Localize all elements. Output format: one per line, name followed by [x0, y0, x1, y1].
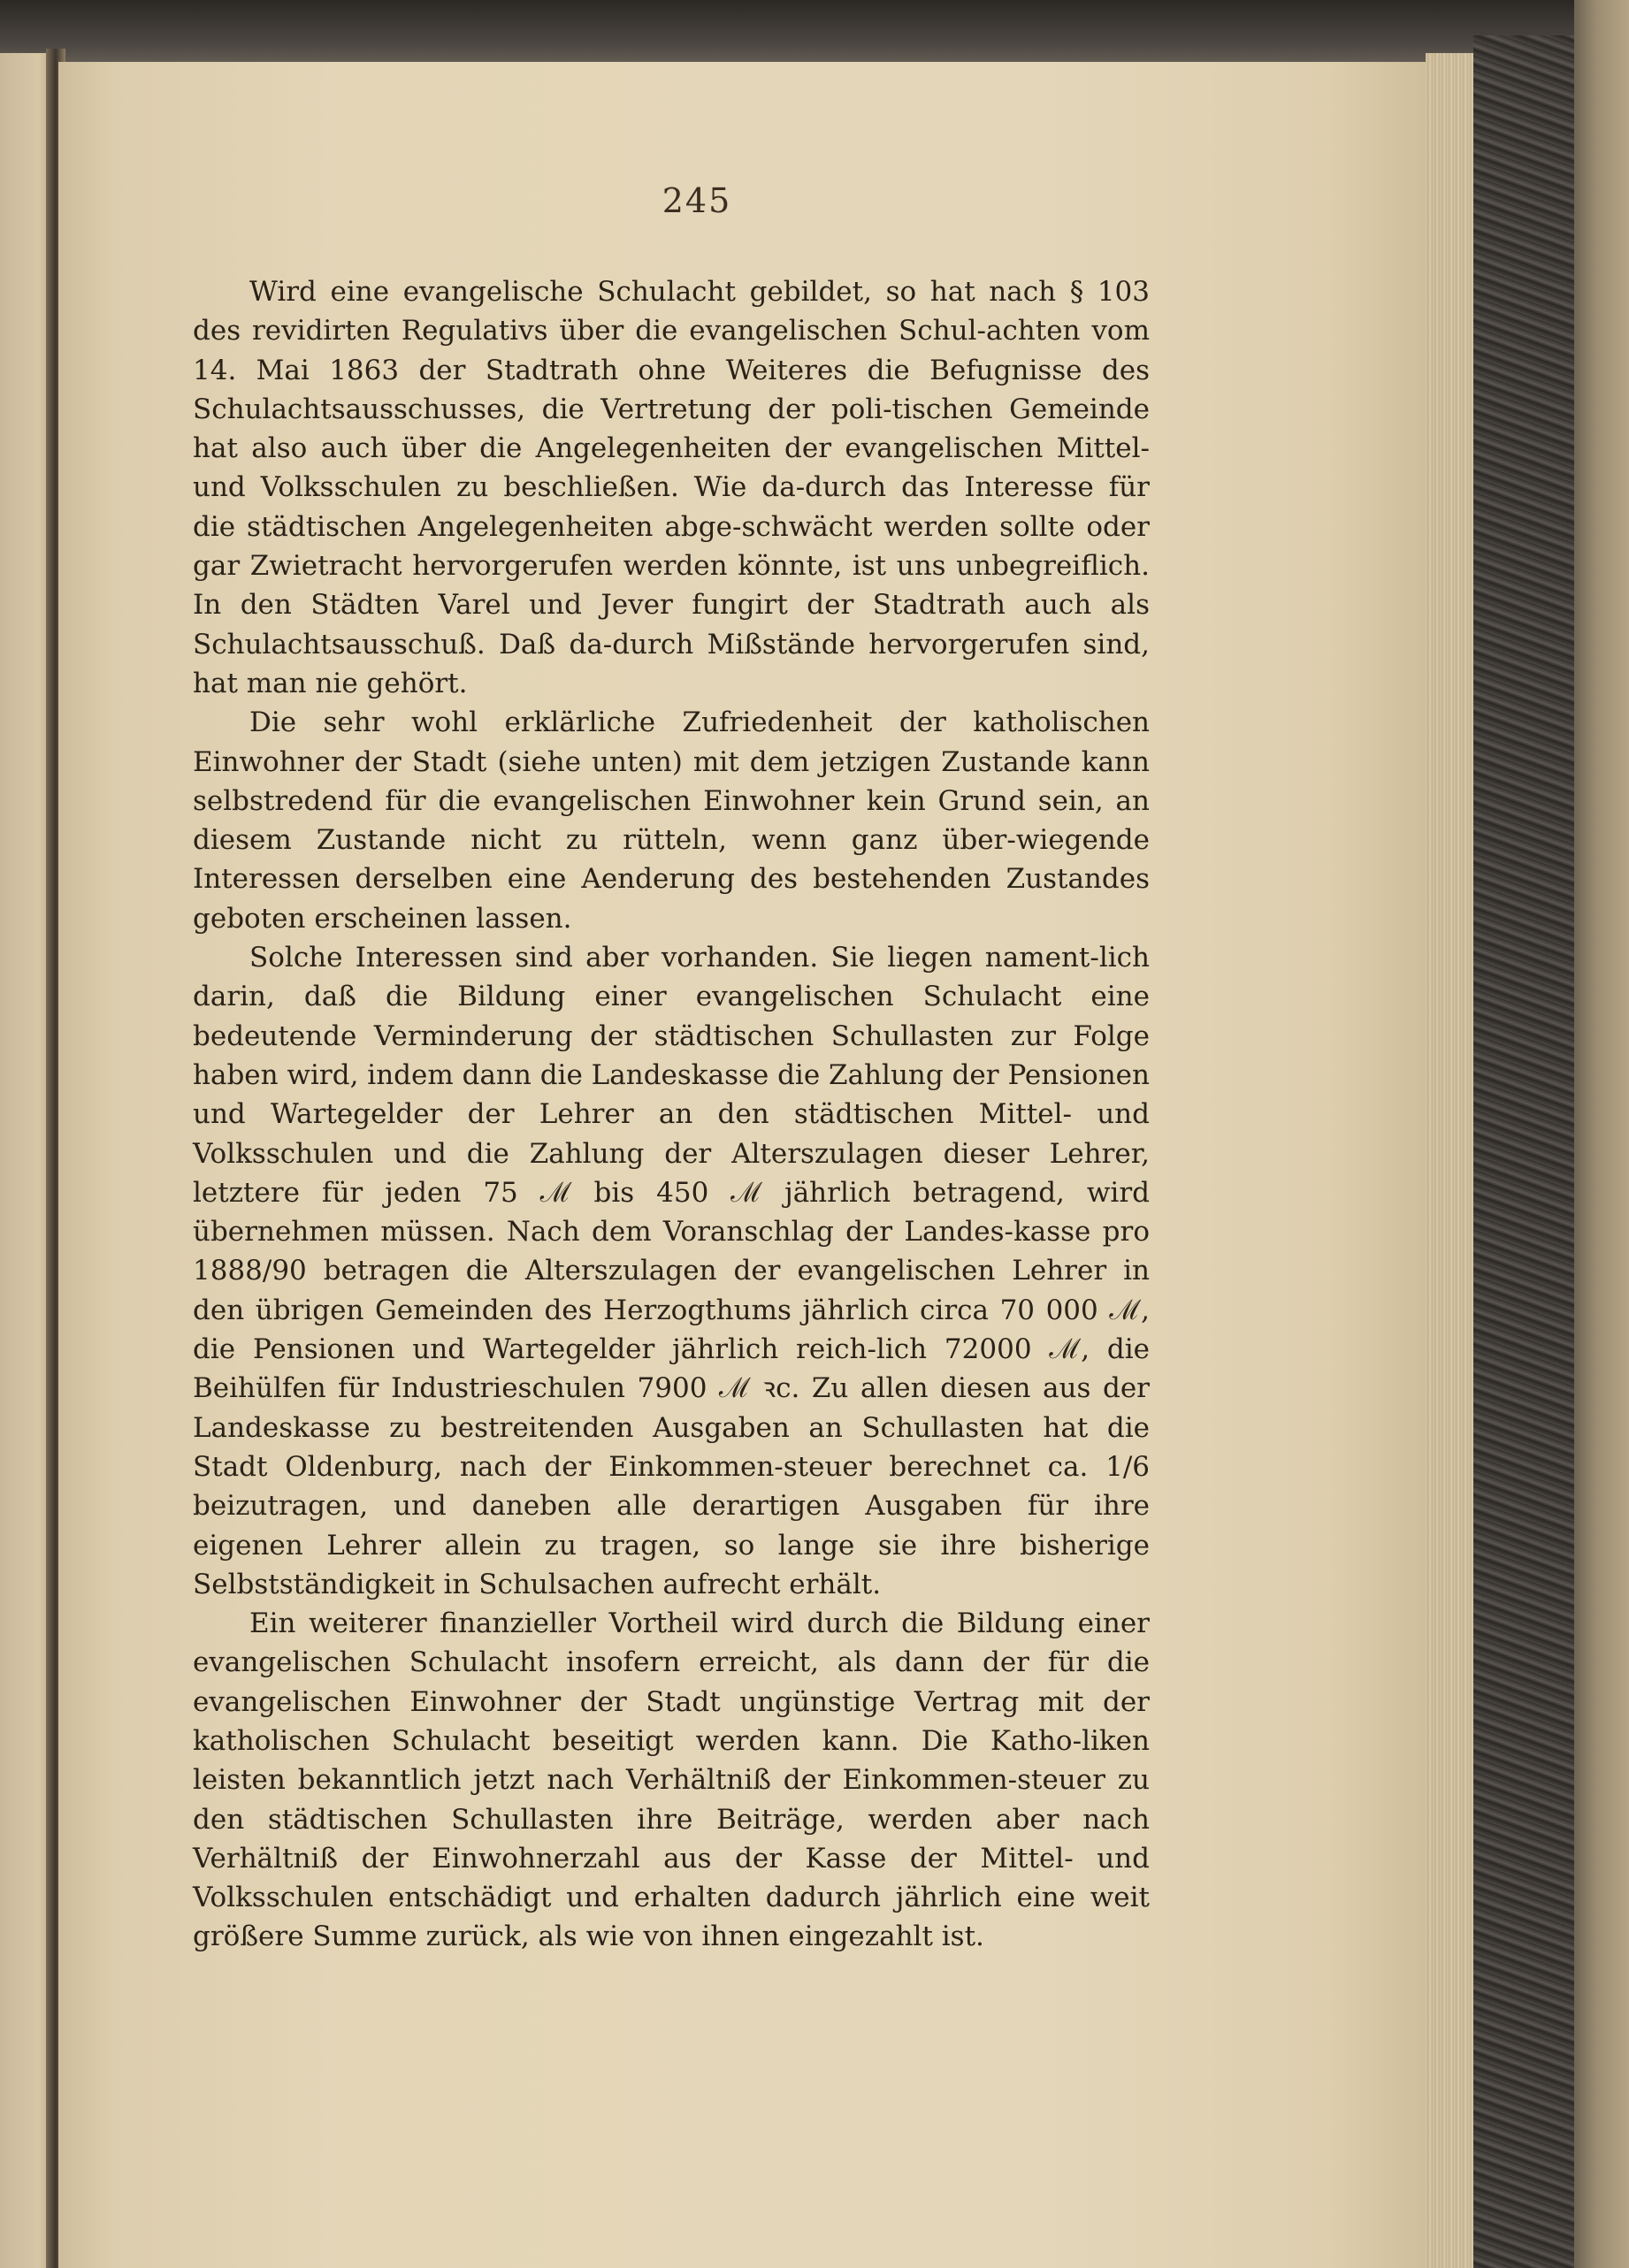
book-cover-top	[0, 0, 1629, 71]
page-number: 245	[662, 181, 732, 220]
paragraph-1: Wird eine evangelische Schulacht gebildet, so hat nach § 103 des revidirten Regulativs über die evangelischen Schul-achten vom 14. Mai 1863 der Stadtrath ohne Weiteres die Befugnisse des Schulachtsausschusses, die Vertretung der poli-tischen Gemeinde hat also auch über die Angelegenheiten der evangelischen Mittel- und Volksschulen zu beschließen. Wie da-durch das Interesse für die städtischen Angelegenheiten abge-schwächt werden sollte oder gar Zwietracht hervorgerufen werden könnte, ist uns unbegreiflich. In den Städten Varel und Jever fungirt der Stadtrath auch als Schulachtsausschuß. Daß da-durch Mißstände hervorgerufen sind, hat man nie gehört.	[193, 276, 1150, 699]
paragraph-4: Ein weiterer finanzieller Vortheil wird durch die Bildung einer evangelischen Schulacht insofern erreicht, als dann der für die evangelischen Einwohner der Stadt ungünstige Vertrag mit der katholischen Schulacht beseitigt werden kann. Die Katho-liken leisten bekanntlich jetzt nach Verhältniß der Einkommen-steuer zu den städtischen Schullasten ihre Beiträge, werden aber nach Verhältniß der Einwohnerzahl aus der Kasse der Mittel- und Volksschulen entschädigt und erhalten dadurch jährlich eine weit größere Summe zurück, als wie von ihnen eingezahlt ist.	[193, 1607, 1150, 1953]
book-cover-right	[1473, 35, 1579, 2268]
paragraph-2: Die sehr wohl erklärliche Zufriedenheit der katholischen Einwohner der Stadt (siehe unten) mit dem jetzigen Zustande kann selbstredend für die evangelischen Einwohner kein Grund sein, an diesem Zustande nicht zu rütteln, wenn ganz über-wiegende Interessen derselben eine Aenderung des bestehenden Zustandes geboten erscheinen lassen.	[193, 706, 1150, 935]
paragraph-3: Solche Interessen sind aber vorhanden. Sie liegen nament-lich darin, daß die Bildung einer evangelischen Schulacht eine bedeutende Verminderung der städtischen Schullasten zur Folge haben wird, indem dann die Landeskasse die Zahlung der Pensionen und Wartegelder der Lehrer an den städtischen Mittel- und Volksschulen und die Zahlung der Alterszulagen dieser Lehrer, letztere für jeden 75 ℳ bis 450 ℳ jährlich betragend, wird übernehmen müssen. Nach dem Voranschlag der Landes-kasse pro 1888/90 betragen die Alterszulagen der evangelischen Lehrer in den übrigen Gemeinden des Herzogthums jährlich circa 70 000 ℳ, die Pensionen und Wartegelder jährlich reich-lich 72000 ℳ, die Beihülfen für Industrieschulen 7900 ℳ ꝛc. Zu allen diesen aus der Landeskasse zu bestreitenden Ausgaben an Schullasten hat die Stadt Oldenburg, nach der Einkommen-steuer berechnet ca. 1/6 beizutragen, und daneben alle derartigen Ausgaben für ihre eigenen Lehrer allein zu tragen, so lange sie ihre bisherige Selbstständigkeit in Schulsachen aufrecht erhält.	[193, 942, 1150, 1600]
page-text	[193, 272, 1150, 1957]
page-edges	[1426, 53, 1479, 2268]
book-cover-edge	[1574, 0, 1629, 2268]
